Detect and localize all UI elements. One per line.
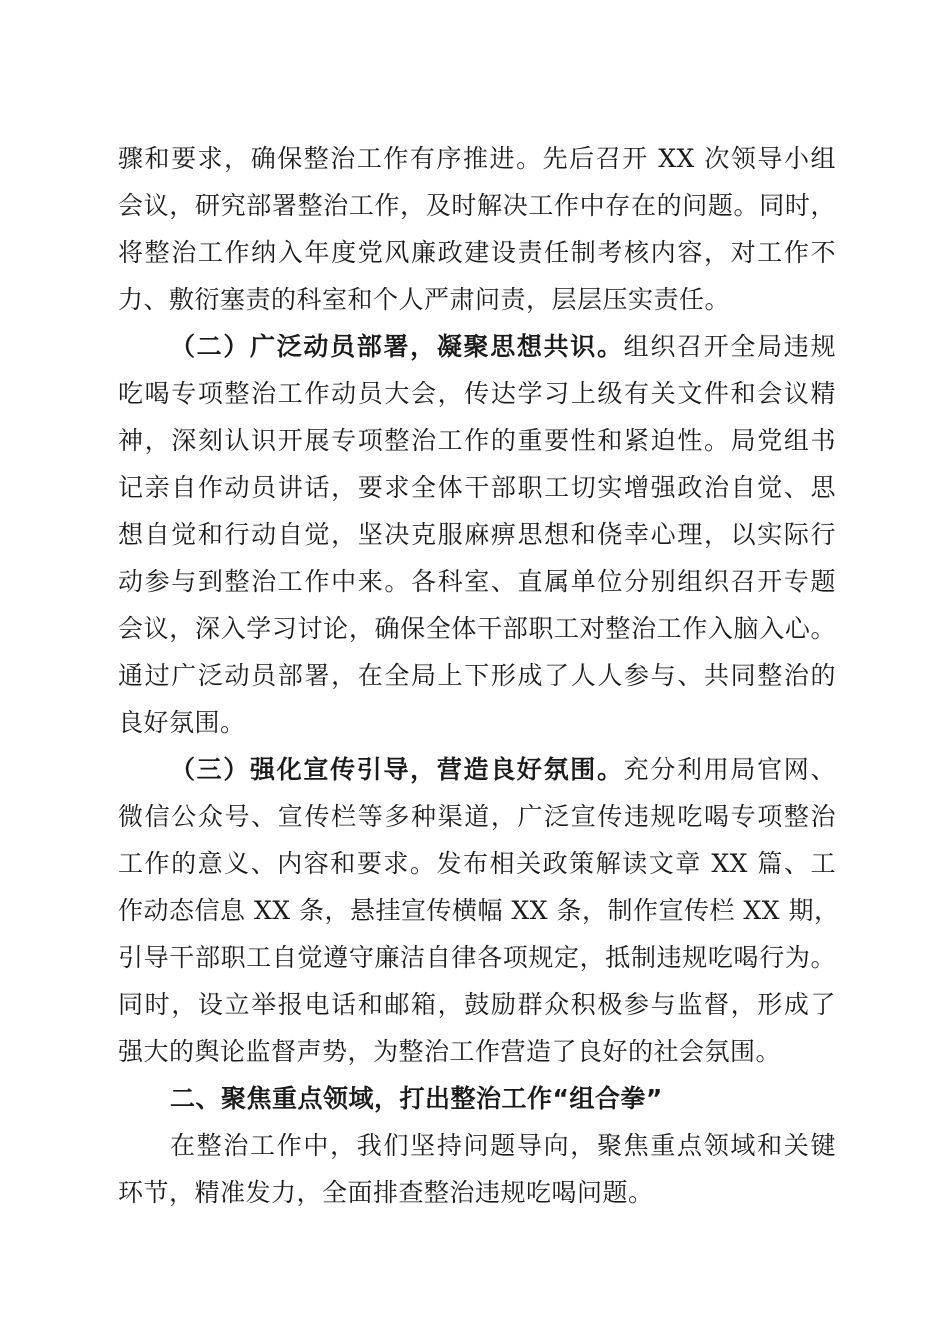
subsection-heading: （三）强化宣传引导，营造良好氛围。 xyxy=(170,755,624,784)
paragraph-line: 工作的意义、内容和要求。发布相关政策解读文章 XX 篇、工 xyxy=(118,849,836,878)
paragraph-line: 记亲自作动员讲话，要求全体干部职工切实增强政治自觉、思 xyxy=(118,473,836,502)
paragraph-line: 环节，精准发力，全面排查整治违规吃喝问题。 xyxy=(118,1178,654,1207)
paragraph-text: 充分利用局官网、 xyxy=(623,755,836,784)
paragraph-line: 骤和要求，确保整治工作有序推进。先后召开 XX 次领导小组 xyxy=(118,144,836,173)
paragraph-line: 将整治工作纳入年度党风廉政建设责任制考核内容，对工作不 xyxy=(118,238,836,267)
paragraph-line: 微信公众号、宣传栏等多种渠道，广泛宣传违规吃喝专项整治 xyxy=(118,802,836,831)
paragraph-line: 同时，设立举报电话和邮箱，鼓励群众积极参与监督，形成了 xyxy=(118,990,836,1019)
paragraph-line: 在整治工作中，我们坚持问题导向，聚焦重点领域和关键 xyxy=(170,1131,836,1160)
subsection-heading: （二）广泛动员部署，凝聚思想共识。 xyxy=(170,332,624,361)
paragraph-line: 吃喝专项整治工作动员大会，传达学习上级有关文件和会议精 xyxy=(118,379,836,408)
paragraph-line: 会议，研究部署整治工作，及时解决工作中存在的问题。同时， xyxy=(118,191,836,220)
paragraph-line xyxy=(118,746,836,793)
document-body xyxy=(118,135,840,1216)
paragraph-line: 动参与到整治工作中来。各科室、直属单位分别组织召开专题 xyxy=(118,567,836,596)
paragraph-line: 想自觉和行动自觉，坚决克服麻痹思想和侥幸心理，以实际行 xyxy=(118,520,836,549)
paragraph-line: 会议，深入学习讨论，确保全体干部职工对整治工作入脑入心。 xyxy=(118,614,836,643)
section-heading: 二、聚焦重点领域，打出整治工作“组合拳” xyxy=(170,1084,663,1113)
paragraph-line xyxy=(118,323,836,370)
paragraph-line: 强大的舆论监督声势，为整治工作营造了良好的社会氛围。 xyxy=(118,1037,782,1066)
paragraph-text: 组织召开全局违规 xyxy=(623,332,836,361)
paragraph-line: 神，深刻认识开展专项整治工作的重要性和紧迫性。局党组书 xyxy=(118,426,836,455)
paragraph-line: 作动态信息 XX 条，悬挂宣传横幅 XX 条，制作宣传栏 XX 期， xyxy=(118,896,840,925)
paragraph-line: 良好氛围。 xyxy=(118,708,246,737)
paragraph-line: 力、敷衍塞责的科室和个人严肃问责，层层压实责任。 xyxy=(118,285,731,314)
paragraph-line: 引导干部职工自觉遵守廉洁自律各项规定，抵制违规吃喝行为。 xyxy=(118,943,836,972)
paragraph-line: 通过广泛动员部署，在全局上下形成了人人参与、共同整治的 xyxy=(118,661,836,690)
